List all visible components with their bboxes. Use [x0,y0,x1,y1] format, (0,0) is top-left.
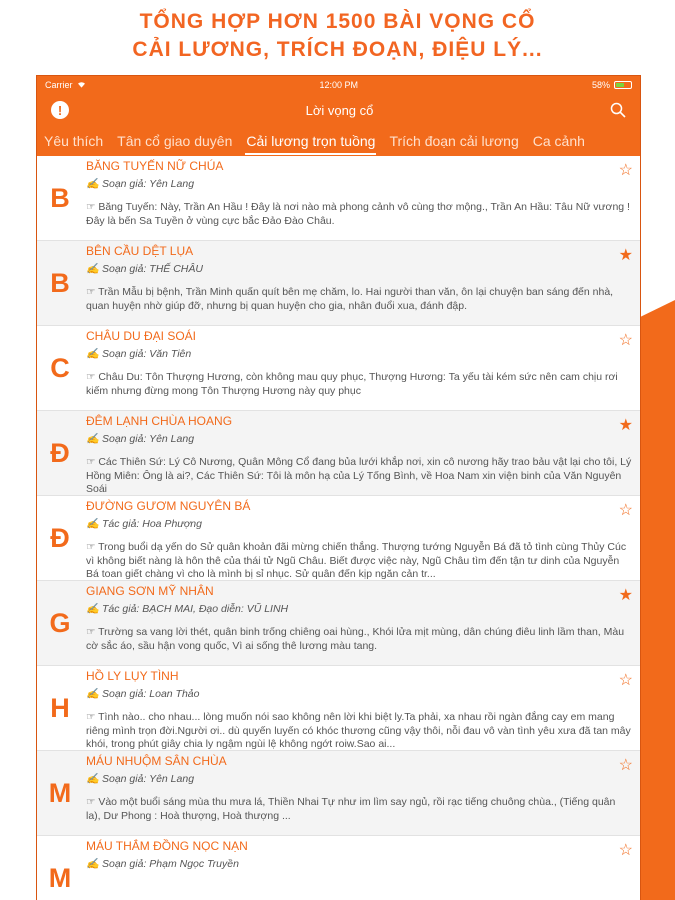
song-author: ✍ Soạn giả: THẾ CHÂU [86,263,203,275]
favorite-star-icon[interactable]: ☆ [618,502,633,519]
song-row[interactable] [37,496,640,581]
song-excerpt: ☞ Trần Mẫu bị bệnh, Trần Minh quấn quít bên mẹ chăm, lo. Hai người than văn, ôn lại chuyện ban sáng đến nhà, quan huyện nhờ giúp đỡ, nhưng bị quan huyện cho gia, nhân đuổi xua, đánh đập. [86,286,614,312]
section-letter: M [48,777,72,808]
song-excerpt: ☞ Trong buổi dạ yến do Sử quân khoản đãi mừng chiến thắng. Thượng tướng Nguyễn Bá đã tỏ tình cùng Thủy Cúc vì không biết nàng là hôn thê của thái tử Ngũ Châu. Biết được việc này, Ngũ Châu tìm đến tận tư dinh của Nguyễn Bá toan giết chàng vì cho là mình bị sỉ nhục. Sử quân đến kịp ngăn cản tr... [86,541,627,581]
song-row[interactable] [37,156,640,241]
page-title: Lời vọng cổ [305,102,374,118]
song-row[interactable] [37,326,640,411]
status-bar [37,76,640,94]
song-row[interactable] [37,241,640,326]
song-title: MÁU THẮM ĐỒNG NỌC NẠN [86,839,248,853]
tab-item[interactable]: Cải lương trọn tuồng [239,126,382,156]
status-time: 12:00 PM [319,80,359,90]
song-excerpt: ☞ Băng Tuyến: Này, Trần An Hầu ! Đây là nơi nào mà phong cảnh vô cùng thơ mộng., Trần An Hầu: Tâu Nữ vương ! Đây là bến Sa Tuyền ở vùng cực bắc Đảo Đào Châu. [86,201,630,227]
song-author: ✍ Tác giả: Hoa Phượng [86,518,202,530]
section-letter: M [48,862,72,893]
favorite-star-icon[interactable]: ☆ [618,162,633,179]
category-tabs [37,126,640,156]
song-row[interactable] [37,411,640,496]
favorite-star-icon[interactable]: ☆ [618,757,633,774]
section-letter: B [50,267,70,298]
song-author: ✍ Soạn giả: Yên Lang [86,433,195,445]
song-row[interactable] [37,836,640,900]
song-list [37,156,640,900]
promo-headline [0,8,675,64]
song-title: HỒ LY LỤY TÌNH [86,669,179,683]
song-title: CHÂU DU ĐẠI SOÁI [86,329,197,343]
section-letter: B [50,182,70,213]
favorite-star-icon[interactable]: ☆ [618,332,633,349]
song-excerpt: ☞ Châu Du: Tôn Thượng Hương, còn không mau quy phục, Thượng Hương: Ta yếu tài kém sức nên cam chịu rơi kiếm nhưng đừng mong Tôn Thượng Hương này quy phục [86,371,618,397]
song-title: MÁU NHUỘM SÂN CHÙA [86,754,227,768]
tab-item[interactable]: Ca cảnh [532,133,585,149]
favorite-star-icon[interactable]: ☆ [618,842,633,859]
battery-percent: 58% [591,80,610,90]
promo-line-1: TỔNG HỢP HƠN 1500 BÀI VỌNG CỔ [139,10,536,33]
song-row[interactable] [37,581,640,666]
song-title: ĐÊM LẠNH CHÙA HOANG [86,414,233,428]
song-author: ✍ Soạn giả: Yên Lang [86,773,195,785]
promo-line-2: CẢI LƯƠNG, TRÍCH ĐOẠN, ĐIỆU LÝ... [132,38,543,61]
wifi-icon [77,80,86,90]
search-icon[interactable] [610,102,626,118]
song-row[interactable] [37,751,640,836]
song-author: ✍ Soạn giả: Phạm Ngọc Truyền [86,858,239,870]
favorite-star-icon[interactable]: ★ [618,247,633,264]
battery-icon [614,81,632,89]
navbar [37,94,640,126]
carrier-label: Carrier [45,80,73,90]
tab-item[interactable]: Yêu thích [44,133,104,149]
section-letter: Đ [50,522,70,553]
song-author: ✍ Soạn giả: Văn Tiên [86,348,192,360]
tab-item[interactable]: Tân cổ giao duyên [117,133,233,149]
song-excerpt: ☞ Trường sa vang lời thét, quân binh trống chiêng oai hùng., Khói lửa mịt mùng, dân chúng điêu linh lầm than, Màu cờ sắc áo, sầu hận vong quốc, Vì ai sống thê lương màu tang. [86,626,625,652]
section-letter: H [50,692,70,723]
favorite-star-icon[interactable]: ★ [618,587,633,604]
section-letter: C [50,352,70,383]
favorite-star-icon[interactable]: ★ [618,417,633,434]
song-title: GIANG SƠN MỸ NHÂN [86,584,214,598]
favorite-star-icon[interactable]: ☆ [618,672,633,689]
song-title: ĐƯỜNG GƯƠM NGUYÊN BÁ [86,499,251,513]
tab-item[interactable]: Trích đoạn cải lương [389,133,519,149]
song-author: ✍ Tác giả: BẠCH MAI, Đạo diễn: VŨ LINH [86,603,289,615]
info-icon[interactable]: ! [51,101,69,119]
song-title: BÊN CẦU DỆT LỤA [86,244,194,258]
song-author: ✍ Soạn giả: Loan Thảo [86,688,200,700]
section-letter: Đ [50,437,70,468]
song-author: ✍ Soạn giả: Yên Lang [86,178,195,190]
song-excerpt: ☞ Vào một buổi sáng mùa thu mưa lá, Thiền Nhai Tự như im lìm say ngủ, rồi rạc tiếng chuông chùa., (Tiếng quân la), Dư Phong : Hoà thượng, Hoà thượng ... [86,796,616,822]
song-title: BĂNG TUYẾN NỮ CHÚA [86,159,224,173]
song-excerpt: ☞ Tình nào.. cho nhau... lòng muốn nói sao không nên lời khi biệt ly.Ta phải, xa nhau rồi ngàn đắng cay em mang riêng mình trọn đời.Người ơi.. dù quyến luyến có khóc thương cũng vậy thôi, nỗi đau vô vàn tình yêu xưa đã tan mây khói, trong phút giây chia ly ngậm ngùi lệ không ngớt roiw.Sao ai... [86,711,631,751]
song-row[interactable] [37,666,640,751]
song-excerpt: ☞ Các Thiên Sứ: Lý Cô Nương, Quân Mông Cổ đang bủa lưới khắp nơi, xin cô nương hãy trao bảu vật lại cho tôi, Lý Hồng Miên: Ông là ai?, Các Thiên Sứ: Tôi là môn hạ của Lý Tống Bình, về Hoa Nam xin viện binh của Văn Nguyên Soái [86,456,632,496]
section-letter: G [49,607,71,638]
app-screen [37,76,640,900]
